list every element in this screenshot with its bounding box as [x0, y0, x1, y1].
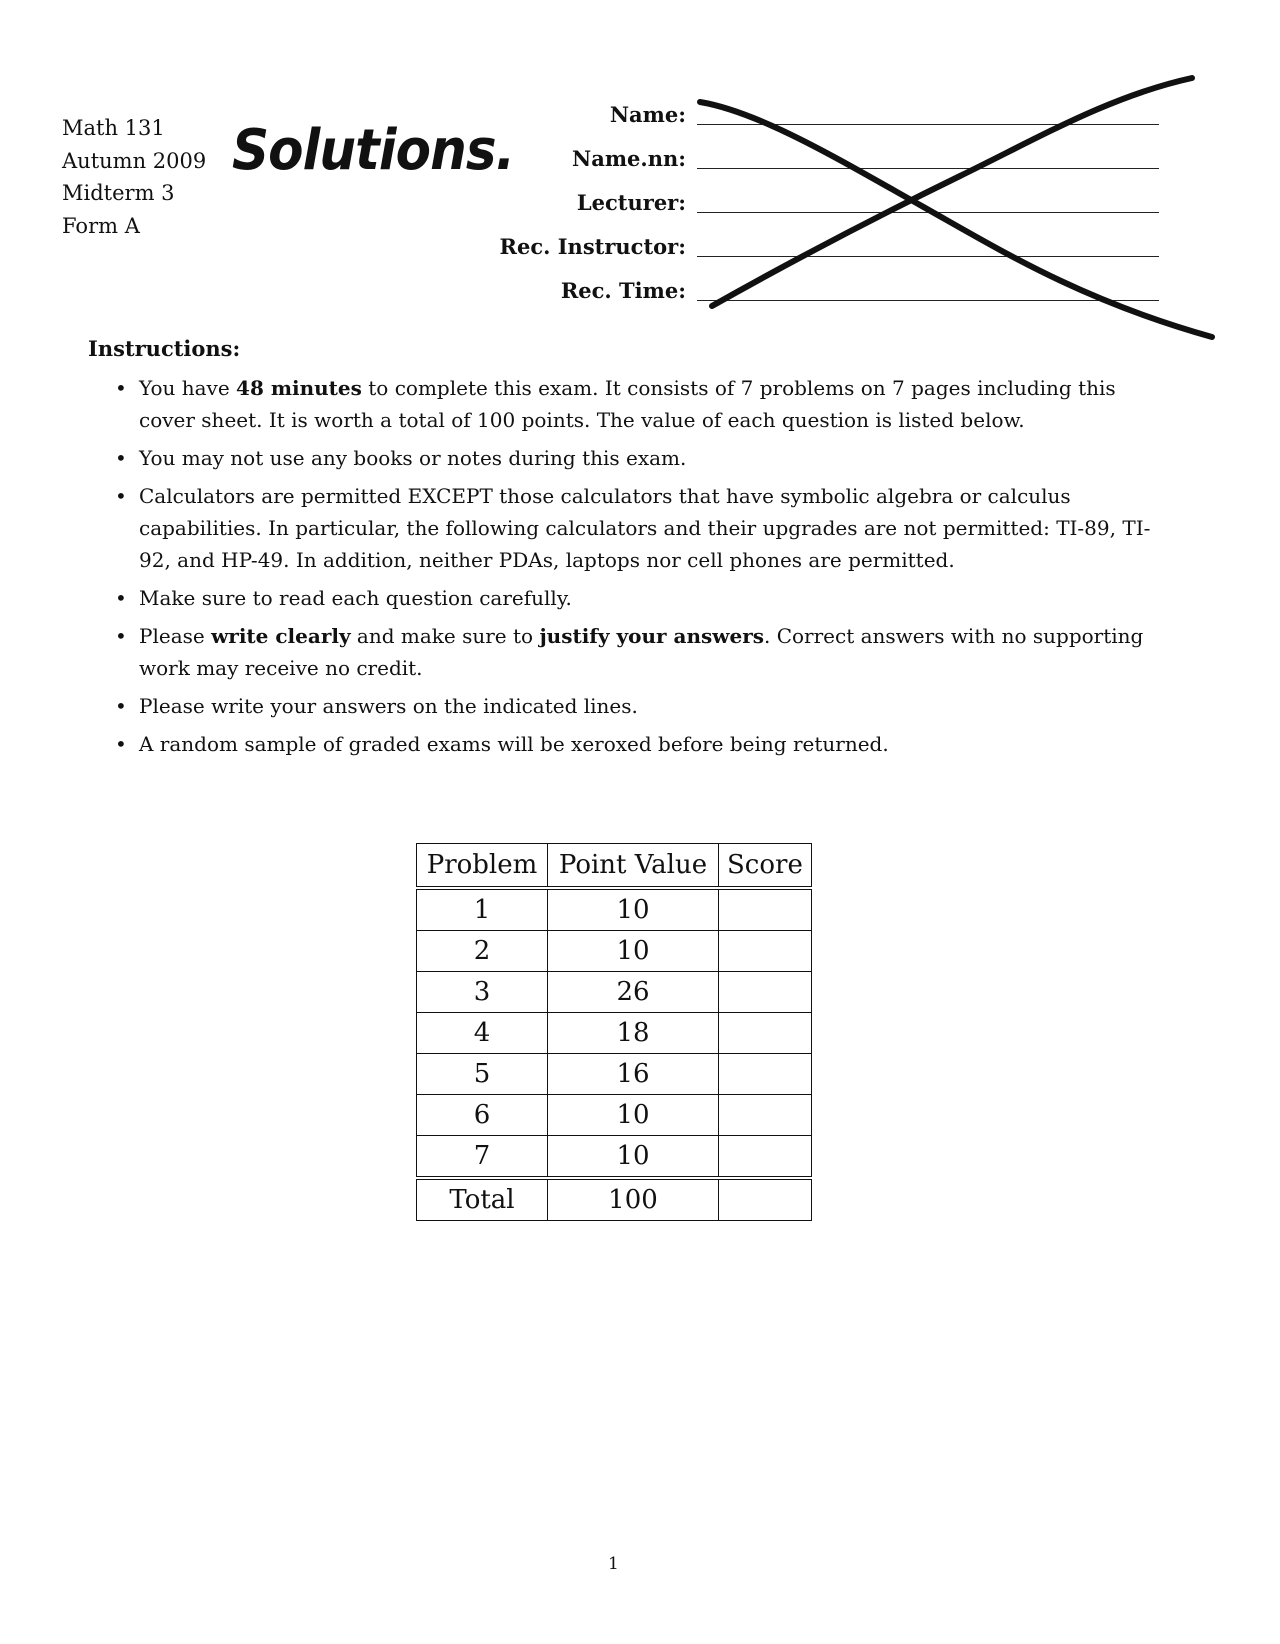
point-value: 10	[548, 931, 719, 972]
score-cell[interactable]	[719, 931, 812, 972]
problem-number: 1	[417, 888, 548, 931]
header-problem: Problem	[417, 844, 548, 889]
point-value: 18	[548, 1013, 719, 1054]
page-number: 1	[608, 1554, 619, 1574]
problem-number: 4	[417, 1013, 548, 1054]
problem-number: 6	[417, 1095, 548, 1136]
name-label: Name:	[609, 102, 686, 127]
total-label: Total	[417, 1178, 548, 1221]
rec-time-label: Rec. Time:	[560, 278, 686, 303]
problem-number: 5	[417, 1054, 548, 1095]
course-line: Midterm 3	[62, 181, 175, 205]
point-value: 16	[548, 1054, 719, 1095]
score-cell[interactable]	[719, 1136, 812, 1179]
course-line: Autumn 2009	[62, 148, 207, 173]
table-row	[417, 1054, 812, 1095]
point-value: 26	[548, 972, 719, 1013]
instruction-item: • You may not use any books or notes during this exam.	[115, 442, 1165, 474]
instruction-item: • Make sure to read each question carefully.	[115, 582, 1165, 614]
instruction-item: • A random sample of graded exams will be xeroxed before being returned.	[115, 728, 1165, 760]
instructions-list	[115, 372, 1165, 766]
table-row	[417, 1136, 812, 1179]
score-cell[interactable]	[719, 972, 812, 1013]
score-cell[interactable]	[719, 1054, 812, 1095]
table-row	[417, 1013, 812, 1054]
point-value: 10	[548, 1095, 719, 1136]
table-row	[417, 888, 812, 931]
lecturer-label: Lecturer:	[576, 190, 686, 215]
table-row	[417, 931, 812, 972]
point-value: 10	[548, 1136, 719, 1179]
name-nn-label: Name.nn:	[572, 146, 686, 171]
course-line: Math 131	[62, 116, 165, 140]
cross-stroke	[712, 78, 1192, 306]
table-header-row	[417, 844, 812, 889]
cross-stroke	[700, 102, 1212, 337]
handwritten-solutions-note: Solutions.	[232, 118, 515, 183]
rec-instructor-label: Rec. Instructor:	[499, 234, 686, 259]
header-point-value: Point Value	[548, 844, 719, 889]
instruction-item: • Please write your answers on the indicated lines.	[115, 690, 1165, 722]
score-table	[416, 843, 812, 1221]
point-value: 10	[548, 888, 719, 931]
table-row	[417, 1095, 812, 1136]
score-cell[interactable]	[719, 1095, 812, 1136]
problem-number: 2	[417, 931, 548, 972]
score-cell[interactable]	[719, 888, 812, 931]
total-points: 100	[548, 1178, 719, 1221]
total-score-cell[interactable]	[719, 1178, 812, 1221]
problem-number: 3	[417, 972, 548, 1013]
problem-number: 7	[417, 1136, 548, 1179]
course-line: Form A	[62, 213, 140, 238]
instruction-item: • Calculators are permitted EXCEPT those calculators that have symbolic algebra or calculus capabilities. In particular, the following calculators and their upgrades are not permitted: TI-89, TI-92, and HP-49. In addition, neither PDAs, laptops nor cell phones are permitted.	[115, 480, 1165, 576]
instruction-item: • Please write clearly and make sure to justify your answers. Correct answers with no supporting work may receive no credit.	[115, 620, 1165, 684]
instructions-title: Instructions:	[88, 336, 241, 361]
score-cell[interactable]	[719, 1013, 812, 1054]
instruction-item: • You have 48 minutes to complete this exam. It consists of 7 problems on 7 pages including this cover sheet. It is worth a total of 100 points. The value of each question is listed below.	[115, 372, 1165, 436]
table-row	[417, 972, 812, 1013]
header-score: Score	[719, 844, 812, 889]
table-total-row	[417, 1178, 812, 1221]
